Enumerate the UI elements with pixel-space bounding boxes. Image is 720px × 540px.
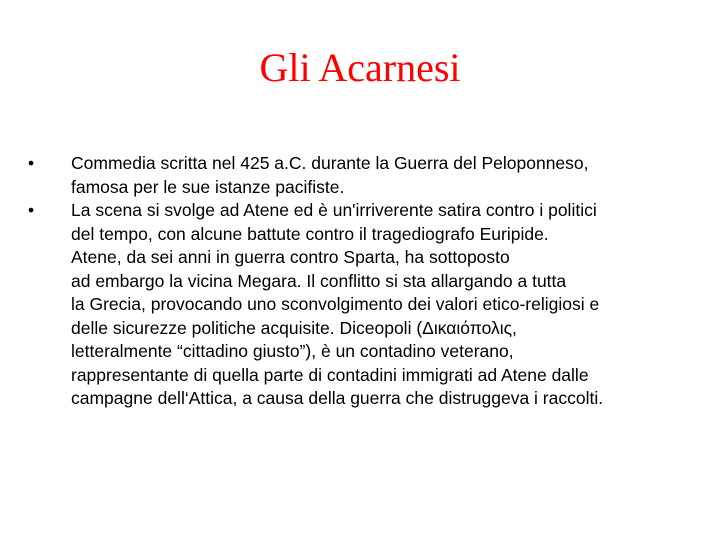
bullet-text-line: delle sicurezze politiche acquisite. Diceopoli (Δικαιόπολις, (71, 317, 517, 338)
bullet-text-line: Atene, da sei anni in guerra contro Sparta, ha sottoposto (71, 247, 510, 267)
bullet-list (28, 152, 700, 411)
bullet-text-line: Commedia scritta nel 425 a.C. durante la Guerra del Peloponneso, (71, 153, 589, 173)
bullet-text-line: campagne dell‘Attica, a causa della guerra che distruggeva i raccolti. (71, 388, 604, 408)
bullet-item-2 (28, 199, 700, 411)
bullet-text-line: del tempo, con alcune battute contro il tragediografo Euripide. (71, 223, 549, 244)
bullet-icon: • (28, 200, 35, 220)
bullet-text-line: ad embargo la vicina Megara. Il conflitto si sta allargando a tutta (71, 270, 567, 291)
bullet-text-line: letteralmente “cittadino giusto”), è un contadino veterano, (71, 341, 514, 361)
bullet-text-line: la Grecia, provocando uno sconvolgimento dei valori etico-religiosi e (71, 294, 600, 314)
bullet-item-1 (28, 152, 700, 199)
bullet-icon: • (28, 153, 35, 173)
bullet-text-line: rappresentante di quella parte di contadini immigrati ad Atene dalle (71, 364, 589, 385)
bullet-text-line: famosa per le sue istanze pacifiste. (71, 176, 345, 197)
bullet-text-line: La scena si svolge ad Atene ed è un'irriverente satira contro i politici (71, 200, 597, 220)
slide-title: Gli Acarnesi (259, 45, 461, 90)
